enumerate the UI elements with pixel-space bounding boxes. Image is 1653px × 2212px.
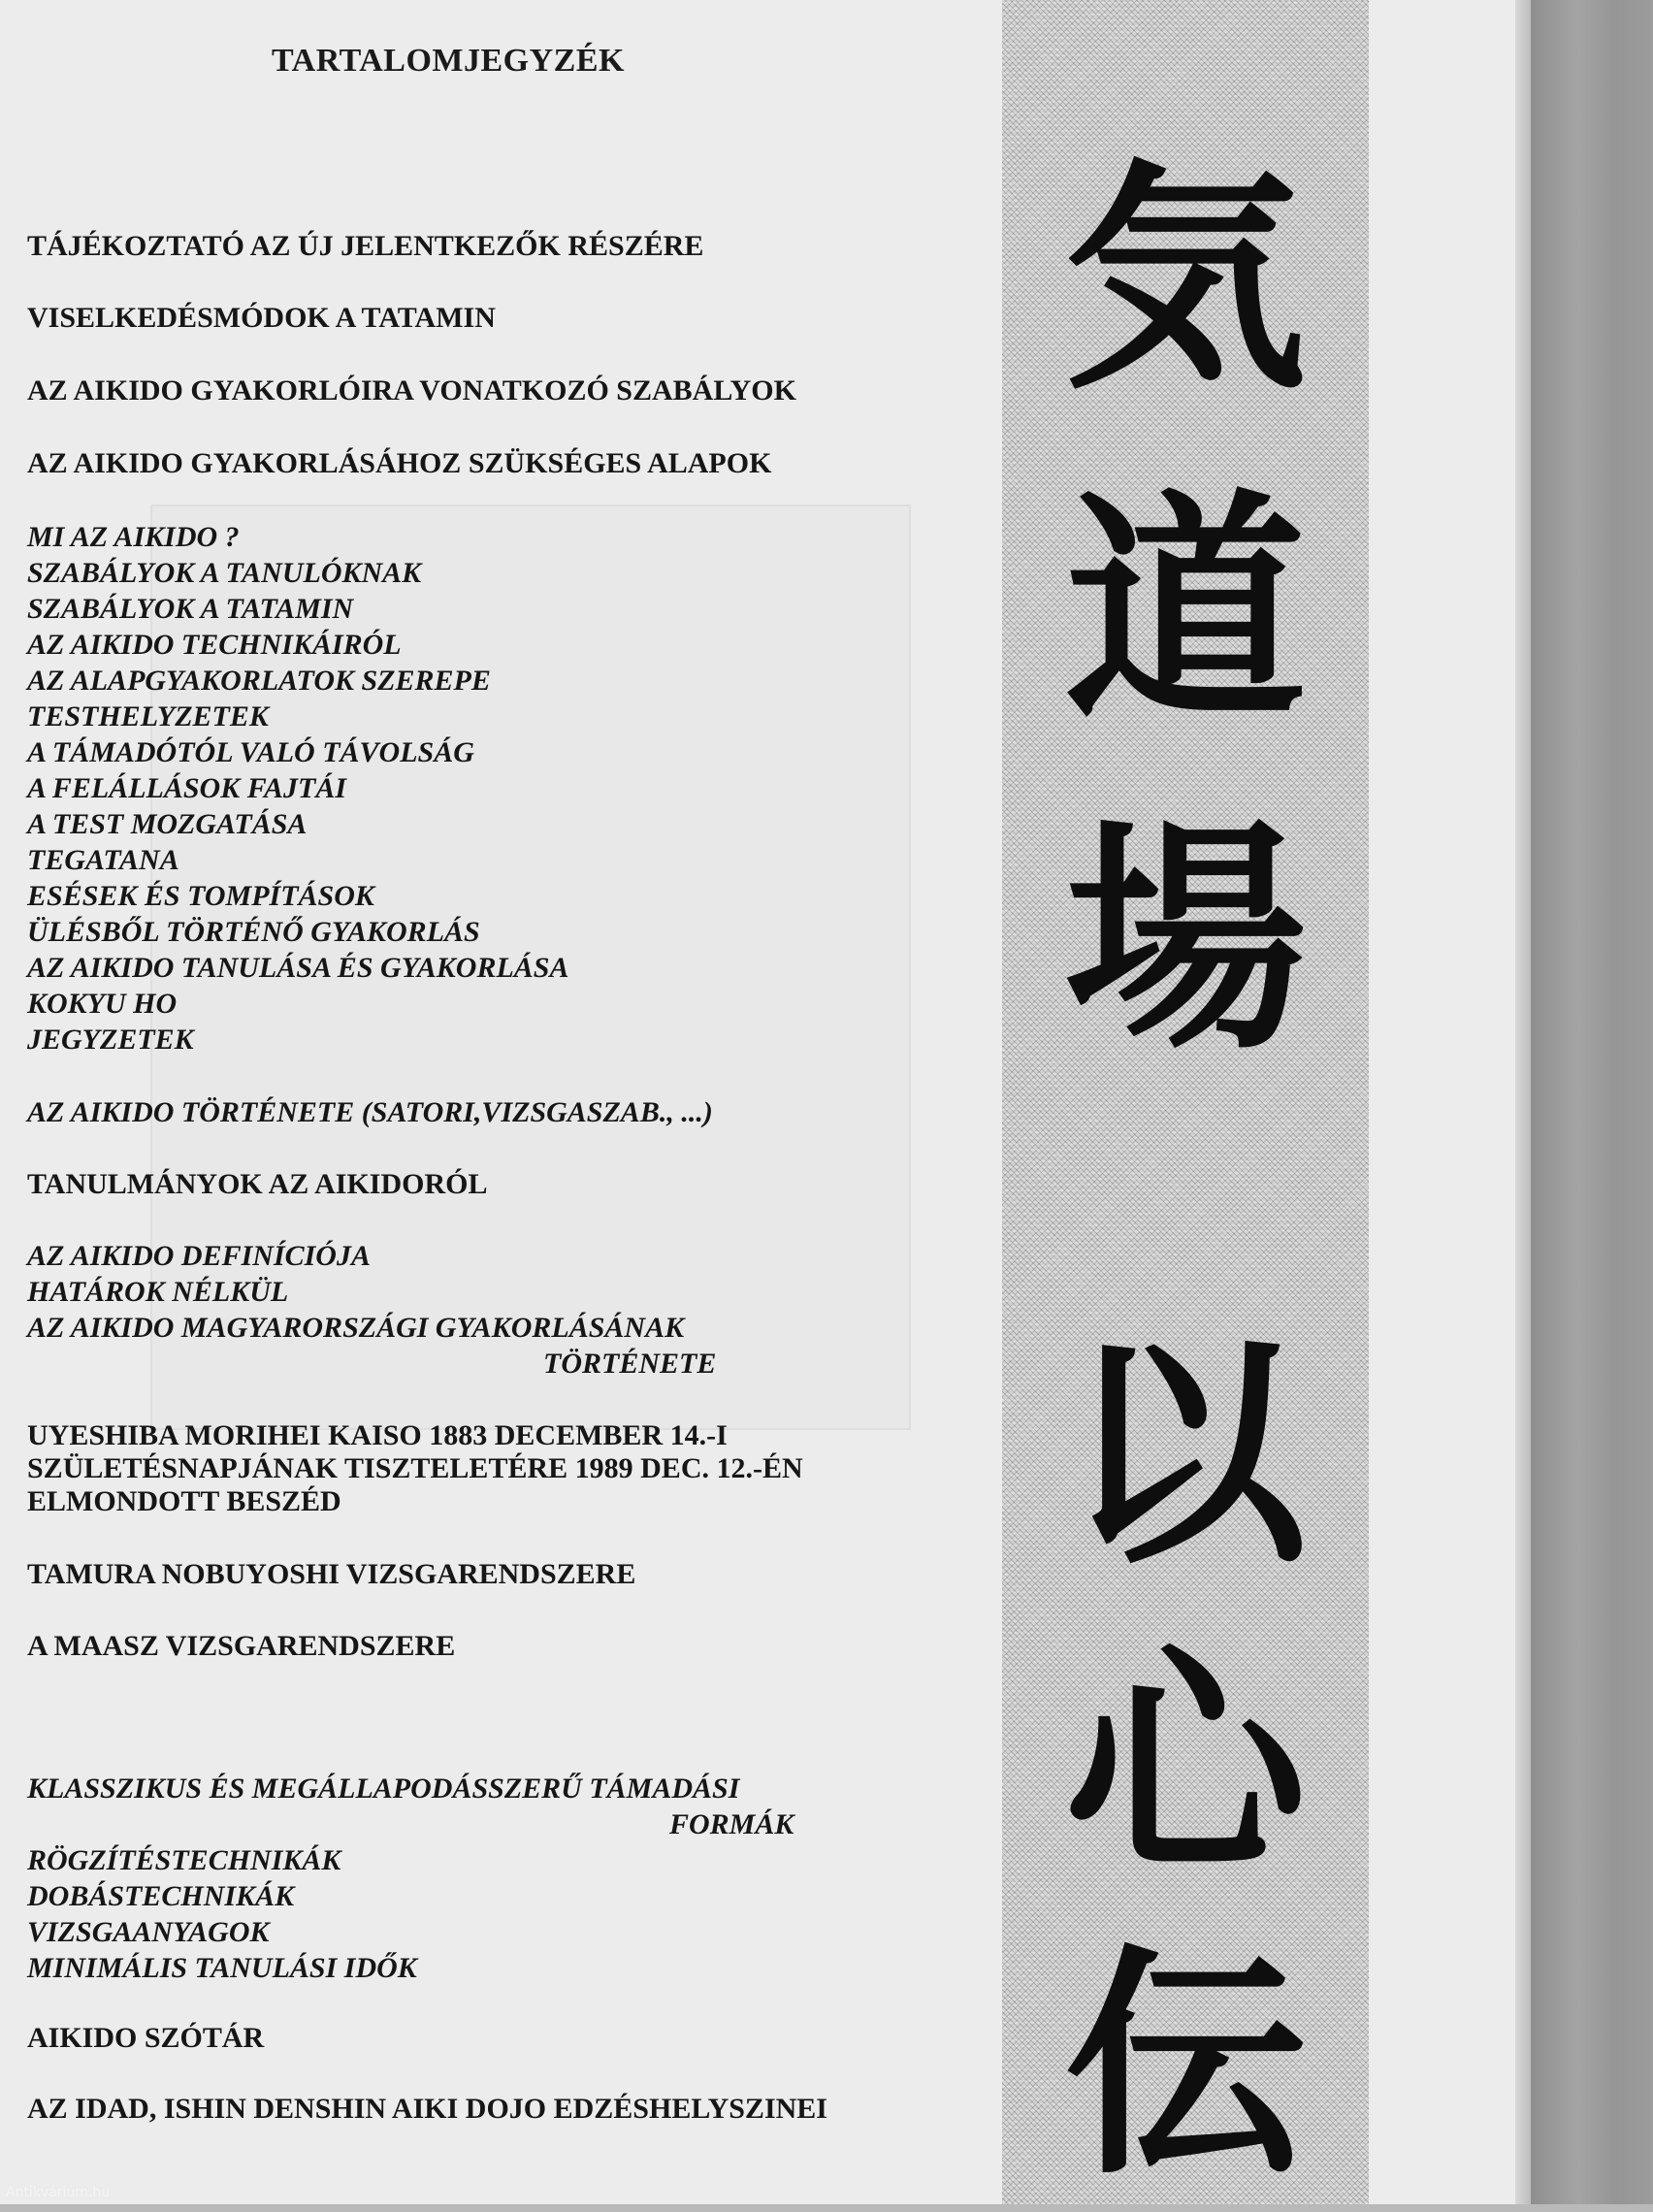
toc-subentry: DOBÁSTECHNIKÁK — [27, 1880, 295, 1912]
toc-entry-continuation: ELMONDOTT BESZÉD — [27, 1485, 341, 1517]
toc-subentry-continuation: TÖRTÉNETE — [543, 1348, 717, 1380]
toc-subentry: TESTHELYZETEK — [27, 700, 269, 732]
toc-subentry: ÜLÉSBŐL TÖRTÉNŐ GYAKORLÁS — [27, 916, 480, 948]
toc-subentry: AZ AIKIDO TECHNIKÁIRÓL — [27, 629, 402, 661]
toc-subentry: TEGATANA — [27, 844, 179, 876]
toc-subentry: VIZSGAANYAGOK — [27, 1916, 270, 1948]
toc-subentry: JEGYZETEK — [27, 1024, 194, 1056]
toc-subentry: AZ AIKIDO TANULÁSA ÉS GYAKORLÁSA — [27, 952, 569, 984]
page-title: TARTALOMJEGYZÉK — [272, 43, 625, 79]
toc-subentry: KLASSZIKUS ÉS MEGÁLLAPODÁSSZERŰ TÁMADÁSI — [27, 1773, 740, 1805]
toc-entry: AZ AIKIDO GYAKORLÁSÁHOZ SZÜKSÉGES ALAPOK — [27, 447, 772, 479]
toc-subentry: SZABÁLYOK A TATAMIN — [27, 593, 354, 625]
kanji-character: 伝 — [1064, 1925, 1307, 2207]
toc-subentry: A FELÁLLÁSOK FAJTÁI — [27, 772, 347, 804]
calligraphy-strip — [1002, 0, 1369, 2207]
toc-subentry: ESÉSEK ÉS TOMPÍTÁSOK — [27, 880, 374, 912]
toc-subentry: MI AZ AIKIDO ? — [27, 521, 240, 553]
toc-entry: AIKIDO SZÓTÁR — [27, 2022, 265, 2054]
toc-entry-continuation: SZÜLETÉSNAPJÁNAK TISZTELETÉRE 1989 DEC. 12.-ÉN — [27, 1452, 803, 1484]
toc-subentry: KOKYU HO — [27, 988, 178, 1020]
toc-entry: AZ IDAD, ISHIN DENSHIN AIKI DOJO EDZÉSHELYSZINEI — [27, 2093, 827, 2125]
toc-entry: VISELKEDÉSMÓDOK A TATAMIN — [27, 302, 496, 334]
kanji-character: 気 — [1064, 140, 1307, 422]
toc-subentry: A TÁMADÓTÓL VALÓ TÁVOLSÁG — [27, 736, 474, 768]
toc-subentry: A TEST MOZGATÁSA — [27, 808, 308, 840]
paper-edge — [1513, 0, 1531, 2204]
watermark: Antikvárium.hu — [6, 2185, 111, 2200]
toc-subentry: AZ AIKIDO MAGYARORSZÁGI GYAKORLÁSÁNAK — [27, 1312, 685, 1344]
toc-subentry: SZABÁLYOK A TANULÓKNAK — [27, 557, 422, 589]
kanji-character: 心 — [1064, 1624, 1307, 1906]
toc-subentry-continuation: FORMÁK — [669, 1808, 794, 1840]
toc-entry: A MAASZ VIZSGARENDSZERE — [27, 1630, 456, 1662]
toc-entry: TANULMÁNYOK AZ AIKIDORÓL — [27, 1168, 488, 1200]
toc-subentry: MINIMÁLIS TANULÁSI IDŐK — [27, 1952, 417, 1984]
toc-entry: AZ AIKIDO TÖRTÉNETE (SATORI,VIZSGASZAB., ...) — [27, 1096, 713, 1128]
toc-subentry: AZ ALAPGYAKORLATOK SZEREPE — [27, 665, 491, 697]
toc-subentry: RÖGZÍTÉSTECHNIKÁK — [27, 1844, 341, 1876]
kanji-character: 以 — [1064, 1314, 1307, 1596]
toc-entry: UYESHIBA MORIHEI KAISO 1883 DECEMBER 14.-I — [27, 1419, 728, 1451]
kanji-character: 道 — [1064, 470, 1307, 752]
kanji-character: 場 — [1064, 799, 1307, 1082]
toc-subentry: HATÁROK NÉLKÜL — [27, 1276, 289, 1308]
toc-subentry: AZ AIKIDO DEFINÍCIÓJA — [27, 1240, 371, 1272]
wood-background — [1528, 0, 1653, 2204]
toc-entry: AZ AIKIDO GYAKORLÓIRA VONATKOZÓ SZABÁLYOK — [27, 374, 796, 407]
toc-entry: TÁJÉKOZTATÓ AZ ÚJ JELENTKEZŐK RÉSZÉRE — [27, 230, 704, 262]
toc-entry: TAMURA NOBUYOSHI VIZSGARENDSZERE — [27, 1558, 636, 1590]
